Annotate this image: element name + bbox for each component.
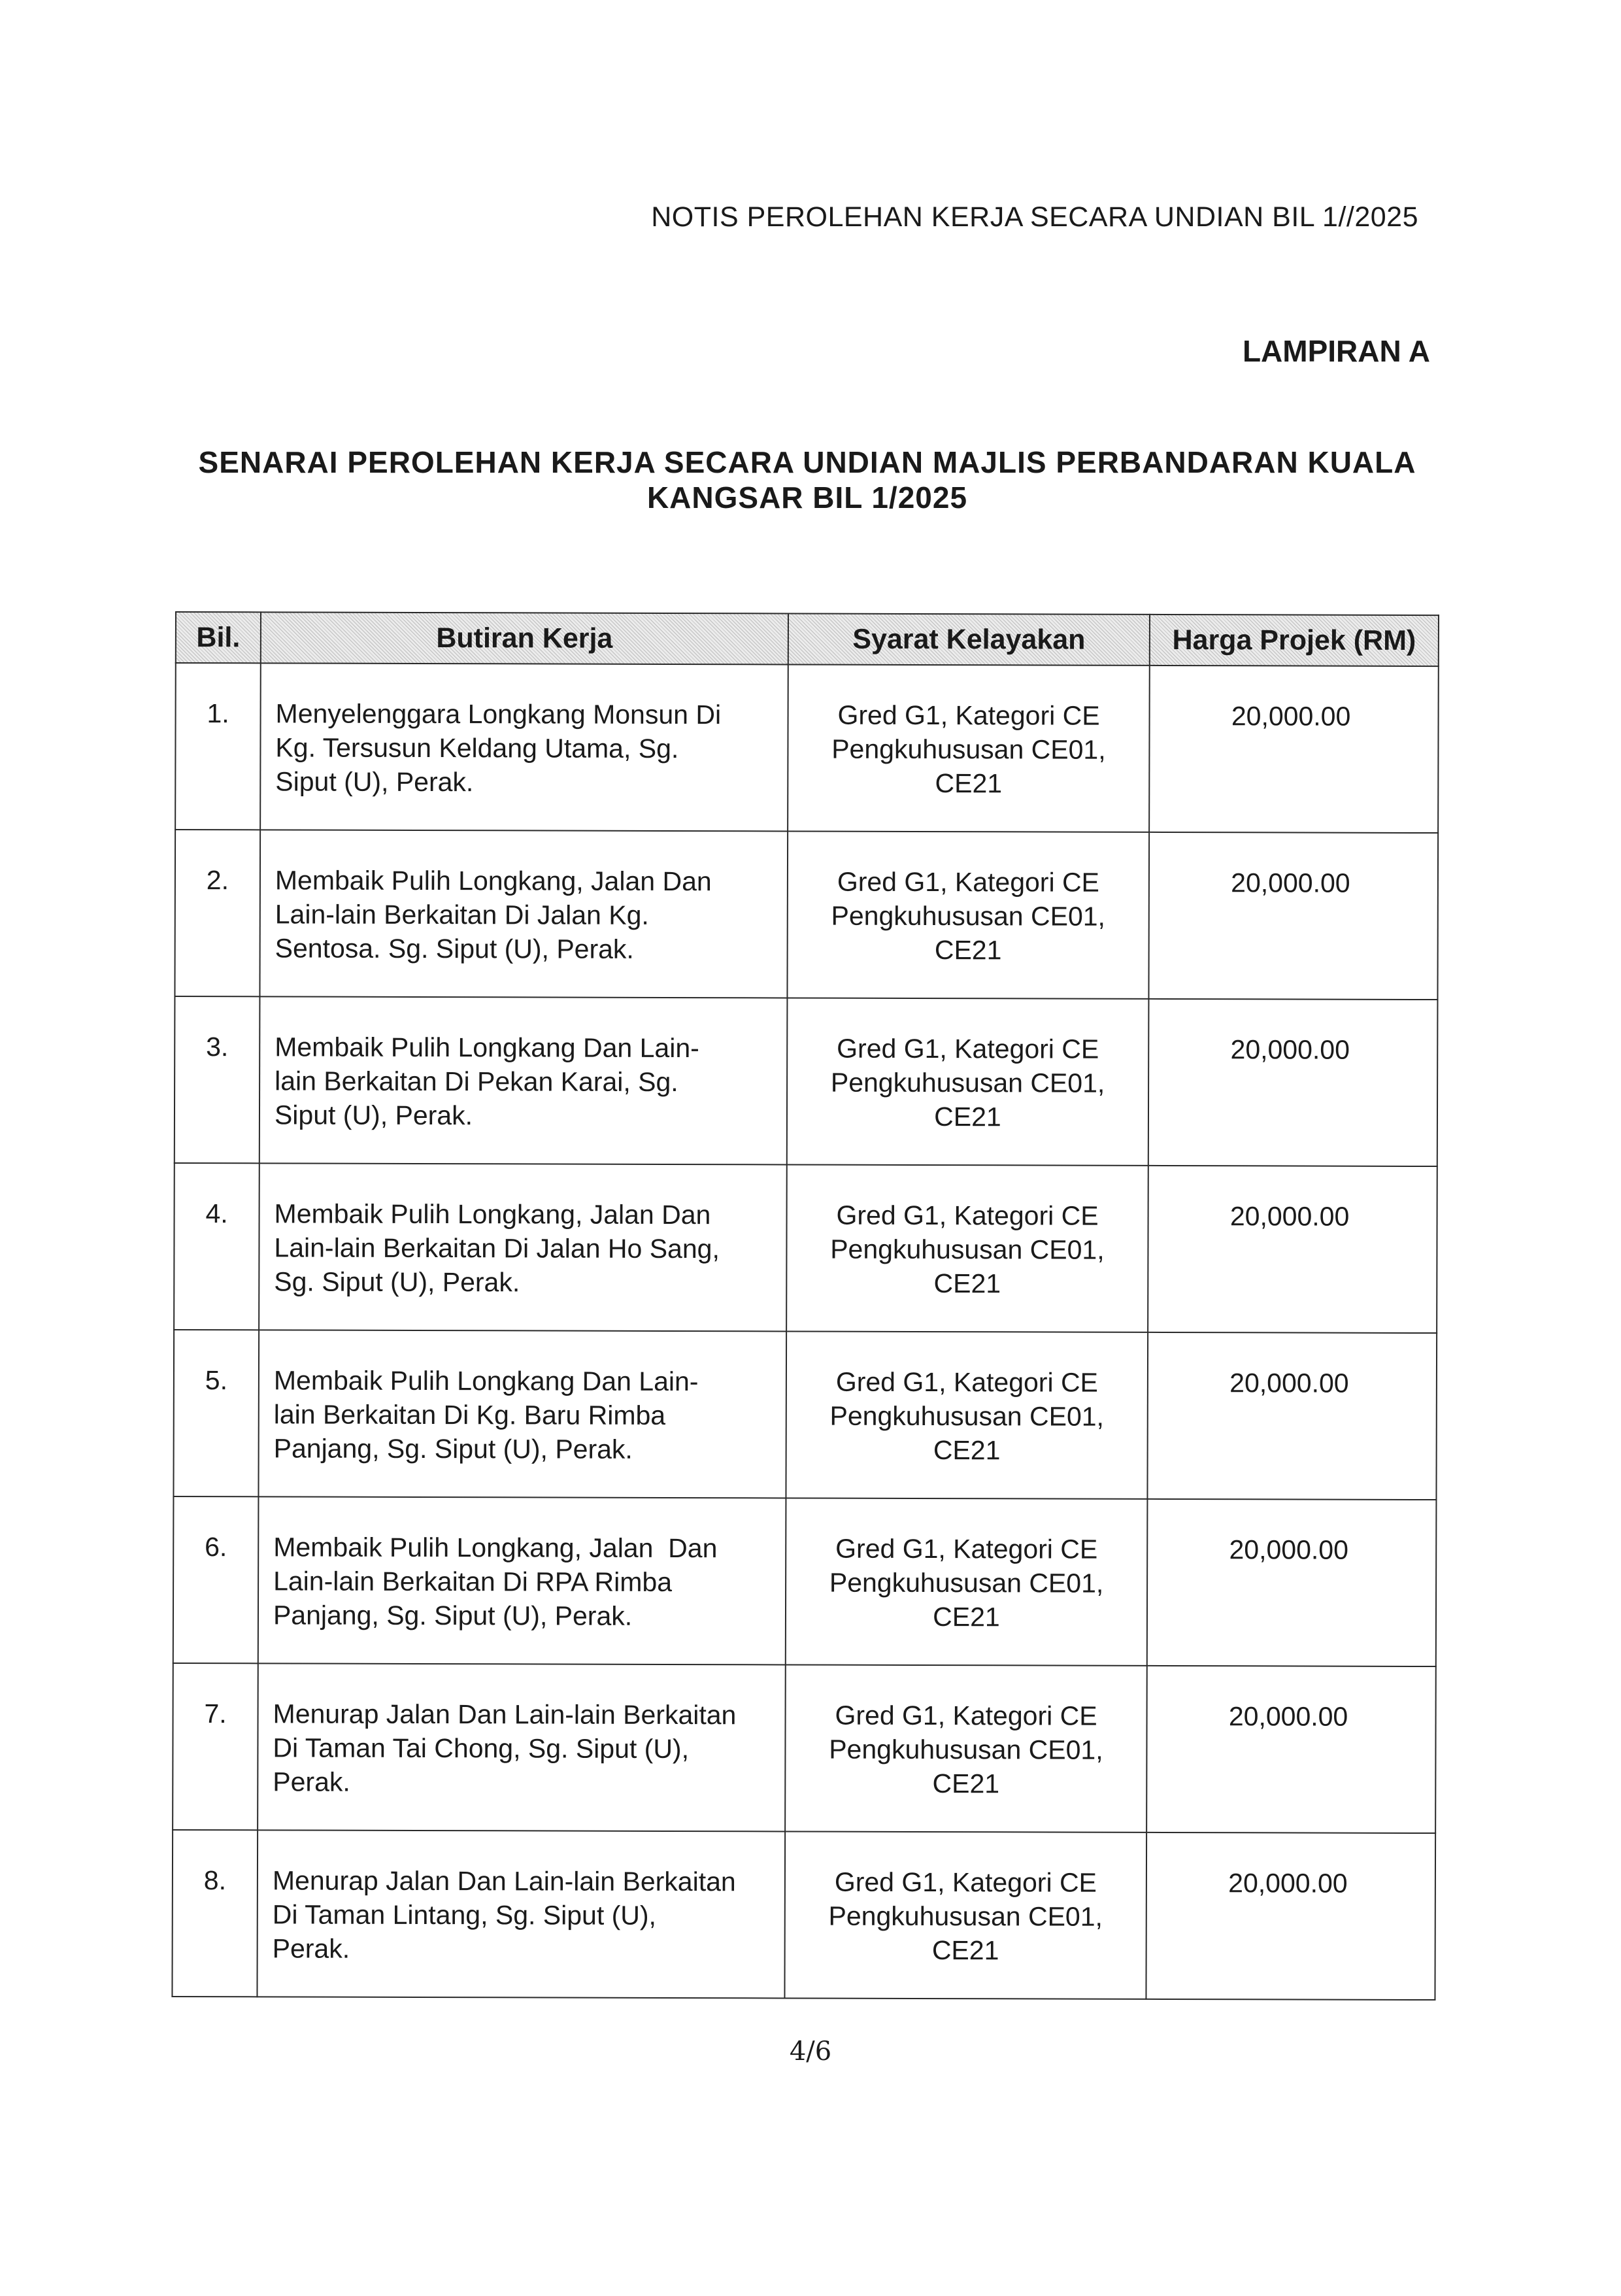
cell-text-line: Pengkuhususan CE01, <box>828 1900 1103 1932</box>
cell-text-line: Pengkuhususan CE01, <box>831 900 1106 932</box>
cell-bil: 5. <box>173 1330 259 1496</box>
cell-text-line: lain Berkaitan Di Pekan Karai, Sg. <box>275 1066 678 1098</box>
cell-butiran-kerja <box>260 663 788 831</box>
table-row <box>173 1496 1437 1666</box>
table-row <box>175 830 1438 1000</box>
cell-butiran-kerja <box>258 1663 786 1831</box>
cell-syarat-kelayakan <box>787 998 1149 1165</box>
cell-text-line: Panjang, Sg. Siput (U), Perak. <box>273 1433 633 1464</box>
cell-bil: 3. <box>175 996 260 1163</box>
cell-syarat-kelayakan <box>785 1664 1147 1832</box>
column-header-bil: Bil. <box>176 612 261 663</box>
cell-text-line: CE21 <box>934 1102 1001 1132</box>
cell-text-line: Pengkuhususan CE01, <box>829 1400 1105 1432</box>
cell-text-line: Perak. <box>273 1766 350 1797</box>
cell-text-line: Membaik Pulih Longkang, Jalan Dan <box>273 1532 718 1564</box>
cell-text-line: CE21 <box>933 1602 1000 1632</box>
table-row <box>175 996 1438 1166</box>
cell-text-line: Membaik Pulih Longkang Dan Lain- <box>273 1365 699 1397</box>
table-row <box>175 663 1439 833</box>
cell-text-line: Siput (U), Perak. <box>275 766 474 798</box>
cell-harga-projek: 20,000.00 <box>1146 1832 1435 2000</box>
cell-text-line: CE21 <box>935 768 1003 799</box>
cell-bil: 6. <box>173 1496 259 1663</box>
cell-text-line: Membaik Pulih Longkang Dan Lain- <box>275 1032 699 1064</box>
cell-syarat-kelayakan <box>784 1831 1146 1999</box>
cell-text-line: Gred G1, Kategori CE <box>835 1533 1098 1564</box>
cell-text-line: CE21 <box>933 1435 1001 1466</box>
cell-butiran-kerja <box>258 1330 786 1498</box>
cell-butiran-kerja <box>259 996 788 1164</box>
cell-text-line: Sentosa. Sg. Siput (U), Perak. <box>275 933 634 964</box>
cell-harga-projek: 20,000.00 <box>1148 832 1438 1000</box>
cell-text-line: Pengkuhususan CE01, <box>830 1234 1105 1265</box>
cell-text-line: CE21 <box>934 935 1002 966</box>
page-title-line-2: KANGSAR BIL 1/2025 <box>646 481 968 515</box>
cell-harga-projek: 20,000.00 <box>1148 999 1438 1166</box>
page-number: 4/6 <box>789 2036 832 2067</box>
notice-header: NOTIS PEROLEHAN KERJA SECARA UNDIAN BIL 1//2025 <box>651 201 1418 233</box>
cell-text-line: CE21 <box>931 1935 999 1966</box>
cell-text-line: Gred G1, Kategori CE <box>834 1866 1097 1898</box>
cell-text-line: Lain-lain Berkaitan Di Jalan Ho Sang, <box>274 1232 720 1264</box>
cell-bil: 4. <box>174 1163 259 1330</box>
cell-bil: 2. <box>175 830 260 996</box>
cell-text-line: Siput (U), Perak. <box>274 1100 473 1131</box>
table-row <box>173 1663 1436 1833</box>
cell-text-line: Di Taman Lintang, Sg. Siput (U), <box>272 1899 657 1931</box>
cell-text-line: Menurap Jalan Dan Lain-lain Berkaitan <box>273 1698 737 1730</box>
column-header-syarat-kelayakan: Syarat Kelayakan <box>788 613 1150 665</box>
appendix-label: LAMPIRAN A <box>1242 334 1430 368</box>
procurement-table <box>171 611 1439 2001</box>
cell-text-line: Pengkuhususan CE01, <box>829 1567 1104 1598</box>
cell-text-line: lain Berkaitan Di Kg. Baru Rimba <box>273 1399 666 1430</box>
cell-text-line: Menurap Jalan Dan Lain-lain Berkaitan <box>272 1865 736 1897</box>
cell-butiran-kerja <box>259 1163 787 1331</box>
cell-text-line: Gred G1, Kategori CE <box>837 1033 1099 1064</box>
page-title-line-1: SENARAI PEROLEHAN KERJA SECARA UNDIAN MAJLIS PERBANDARAN KUALA <box>198 445 1416 479</box>
cell-text-line: Pengkuhususan CE01, <box>830 1067 1105 1098</box>
cell-harga-projek: 20,000.00 <box>1149 666 1439 833</box>
cell-text-line: Lain-lain Berkaitan Di RPA Rimba <box>273 1566 673 1597</box>
table-row <box>174 1163 1437 1333</box>
cell-butiran-kerja <box>257 1830 785 1998</box>
cell-bil: 1. <box>175 663 261 830</box>
procurement-table-container <box>171 611 1438 2001</box>
cell-text-line: Gred G1, Kategori CE <box>836 1200 1099 1231</box>
cell-text-line: Gred G1, Kategori CE <box>837 866 1100 898</box>
table-row <box>172 1830 1435 2000</box>
cell-text-line: Pengkuhususan CE01, <box>829 1734 1103 1765</box>
page-title <box>163 445 1451 515</box>
cell-bil: 8. <box>172 1830 258 1997</box>
cell-butiran-kerja <box>259 830 788 998</box>
cell-text-line: Membaik Pulih Longkang, Jalan Dan <box>274 1198 711 1230</box>
cell-text-line: Gred G1, Kategori CE <box>837 700 1100 731</box>
cell-butiran-kerja <box>258 1496 786 1664</box>
cell-syarat-kelayakan <box>786 1331 1148 1498</box>
table-body <box>172 663 1438 2000</box>
cell-bil: 7. <box>173 1663 258 1830</box>
cell-text-line: Sg. Siput (U), Perak. <box>274 1266 520 1298</box>
cell-syarat-kelayakan <box>788 664 1150 832</box>
cell-syarat-kelayakan <box>786 1498 1148 1665</box>
cell-syarat-kelayakan <box>787 831 1149 998</box>
cell-text-line: Perak. <box>272 1933 350 1964</box>
cell-text-line: Kg. Tersusun Keldang Utama, Sg. <box>275 732 679 764</box>
column-header-harga-projek: Harga Projek (RM) <box>1150 615 1439 666</box>
cell-harga-projek: 20,000.00 <box>1147 1499 1437 1666</box>
table-row <box>173 1330 1437 1500</box>
cell-syarat-kelayakan <box>786 1164 1148 1332</box>
cell-text-line: Lain-lain Berkaitan Di Jalan Kg. <box>275 899 649 930</box>
cell-text-line: Di Taman Tai Chong, Sg. Siput (U), <box>273 1732 690 1764</box>
cell-text-line: CE21 <box>933 1268 1001 1299</box>
cell-harga-projek: 20,000.00 <box>1146 1666 1436 1833</box>
cell-text-line: CE21 <box>932 1768 1000 1799</box>
cell-text-line: Membaik Pulih Longkang, Jalan Dan <box>275 865 712 897</box>
cell-text-line: Gred G1, Kategori CE <box>835 1700 1097 1731</box>
cell-text-line: Gred G1, Kategori CE <box>835 1366 1099 1398</box>
cell-harga-projek: 20,000.00 <box>1147 1332 1437 1500</box>
cell-text-line: Pengkuhususan CE01, <box>831 734 1106 765</box>
cell-text-line: Panjang, Sg. Siput (U), Perak. <box>273 1600 633 1631</box>
column-header-butiran-kerja: Butiran Kerja <box>261 612 788 664</box>
cell-harga-projek: 20,000.00 <box>1148 1166 1437 1333</box>
cell-text-line: Menyelenggara Longkang Monsun Di <box>275 698 722 730</box>
table-header-row <box>176 612 1439 666</box>
